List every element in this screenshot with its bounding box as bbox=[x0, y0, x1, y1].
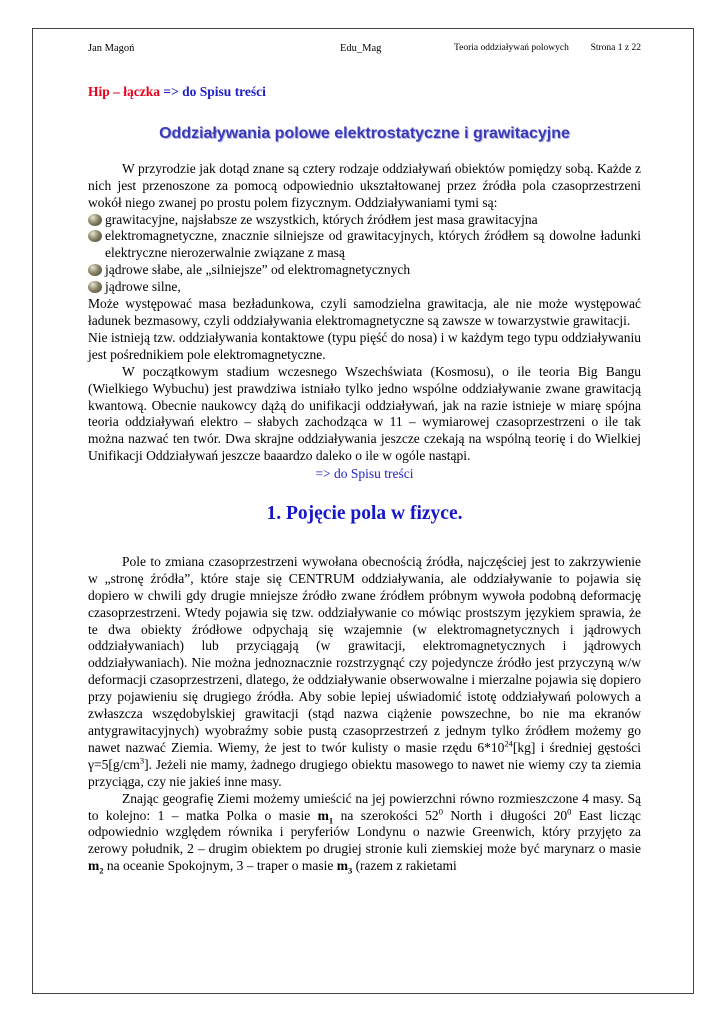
section-heading: 1. Pojęcie pola w fizyce. bbox=[266, 503, 463, 525]
header-author: Jan Magoń bbox=[88, 43, 135, 54]
text-run: ]. Jeżeli nie mamy, żadnego drugiego obiektu masowego to nawet nie wiemy czy ta ziemia przyciąga, czy nie jakieś inne masy. bbox=[88, 756, 641, 789]
mass-letter: m bbox=[88, 858, 100, 874]
header-topic: Teoria oddziaływań polowych bbox=[454, 43, 569, 53]
sphere-bullet-icon bbox=[88, 230, 102, 242]
text-run: East licząc odpowiednio względem równika i peryferiów Londynu o nazwie Greenwich, który przyjęto za zerowy południk, 2 – drugim obiektem po drugiej stronie kuli ziemskiej może być marynarz o masie bbox=[88, 807, 641, 857]
mass-index: 3 bbox=[347, 865, 353, 876]
exponent: 3 bbox=[139, 755, 145, 766]
hip-label: Hip – łączka bbox=[88, 84, 161, 99]
page-title: Oddziaływania polowe elektrostatyczne i grawitacyjne bbox=[159, 124, 570, 142]
bullet-text: grawitacyjne, najsłabsze ze wszystkich, których źródłem jest masa grawitacyjna bbox=[105, 211, 538, 227]
bullet-item bbox=[88, 228, 641, 262]
sphere-bullet-icon bbox=[88, 281, 102, 293]
text-run: na szerokości 52 bbox=[333, 807, 439, 823]
bullet-item bbox=[88, 262, 641, 279]
degree: 0 bbox=[567, 806, 572, 817]
document-body bbox=[88, 84, 641, 875]
section1-paragraph-2 bbox=[88, 791, 641, 876]
mass-symbol bbox=[336, 858, 353, 876]
toc-link-top[interactable]: => do Spisu treści bbox=[160, 84, 266, 99]
text-run: Pole to zmiana czasoprzestrzeni wywołana obecnością źródła, najczęściej jest to zakrzywienie w „stronę źródła”, które staje się CENTRUM oddziaływania, ale oddziaływanie to pojawia się dopiero w chwili gdy drugie mniejsze źródło zwane źródłem próbnym wywoła podobną deformację czasoprzestrzeni. Wtedy pojawia się tzw. oddziaływanie co mówiąc prostszym językiem sprawia, że te dwa obiekty źródłowe odpychają się wzajemnie (w elektromagnetycznych i jądrowych oddziaływaniach) lub przyciągają (w grawitacji, elektromagnetycznych i jądrowych oddziaływaniach). Nie można jednoznacznie rozstrzygnąć czy pojedyncze źródło jest przyczyną w/w deformacji czasoprzestrzeni, dlatego, że oddziaływanie obserwowalne i mierzalne pojawia się dopiero przy pojawieniu się drugiego źródła. Aby sobie lepiej uświadomić istotę oddziaływań polowych a zwłaszcza wszędobylskiej grawitacji (stąd nazwa ciążenie powszechne, bo nie ma ekranów antygrawitacyjnych) wyobraźmy sobie pustą czasoprzestrzeń z jednym tylko źródłem możemy go nawet nazwać Ziemia. Wiemy, że jest to twór kulisty o masie rzędu 6*10 bbox=[88, 553, 641, 755]
mass-paragraph: Może występować masa bezładunkowa, czyli samodzielna grawitacja, ale nie może występować ładunek bezmasowy, czyli oddziaływania elektromagnetyczne są zawsze w towarzystwie grawitacji. bbox=[88, 296, 641, 328]
bigbang-paragraph: W początkowym stadium wczesnego Wszechświata (Kosmosu), o ile teoria Big Bangu (Wielkiego Wybuchu) jest prawdziwa istniało tylko jedno wspólne oddziaływanie zwane grawitacją kwantową. Obecnie naukowcy dążą do unifikacji oddziaływań, jak na razie istnieje w miarę spójna teoria oddziaływań elektro – słabych zachodząca w 11 – wymiarowej czasoprzestrzeni o ile tak można nazwać ten twór. Dwa skrajne oddziaływania jeszcze czekają na wspólną teorię i do Wielkiej Unifikacji Oddziaływań jeszcze baaardzo daleko o ile w ogóle nastąpi. bbox=[88, 363, 641, 464]
sphere-bullet-icon bbox=[88, 214, 102, 226]
bullet-item bbox=[88, 279, 641, 296]
intro-paragraph: W przyrodzie jak dotąd znane są cztery rodzaje oddziaływań obiektów pomiędzy sobą. Każde z nich jest przenoszone za pomocą odpowiednio ukształtowanej przez źródła pola czasoprzestrzeni wokół niego zwanej po prostu polem fizycznym. Oddziaływaniami tymi są: bbox=[88, 160, 641, 210]
mass-index: 1 bbox=[328, 815, 334, 826]
bullet-text: jądrowe słabe, ale „silniejsze” od elektromagnetycznych bbox=[105, 262, 411, 278]
bullet-text: elektromagnetyczne, znacznie silniejsze od grawitacyjnych, których źródłem są dowolne ładunki elektryczne nierozerwalnie związane z masą bbox=[105, 228, 641, 261]
contact-paragraph: Nie istnieją tzw. oddziaływania kontaktowe (typu pięść do nosa) i w każdym tego typu oddziaływaniu jest pośrednikiem pole elektromagnetyczne. bbox=[88, 329, 641, 362]
header-center: Edu_Mag bbox=[340, 43, 382, 54]
mass-letter: m bbox=[336, 858, 348, 874]
degree: 0 bbox=[438, 806, 443, 817]
section1-paragraph-1 bbox=[88, 554, 641, 791]
text-run: Znając geografię Ziemi możemy umieścić na jej powierzchni równo rozmieszczone 4 masy. Są to kolejno: 1 – matka Polka o masie bbox=[88, 790, 641, 823]
toc-link[interactable]: => do Spisu treści bbox=[315, 466, 414, 482]
mass-symbol bbox=[317, 807, 334, 826]
text-run: (razem z rakietami bbox=[352, 858, 457, 874]
text-run: na oceanie Spokojnym, 3 – traper o masie bbox=[103, 858, 337, 874]
mass-letter: m bbox=[317, 807, 329, 823]
bullet-text: jądrowe silne, bbox=[105, 279, 181, 295]
mass-index: 2 bbox=[99, 865, 104, 876]
hip-link-line bbox=[88, 84, 641, 101]
text-run: [kg] i średniej gęstości γ=5[g/cm bbox=[88, 739, 641, 772]
page-header bbox=[88, 43, 641, 59]
header-page-number: Strona 1 z 22 bbox=[590, 43, 641, 53]
text-run: North i długości 20 bbox=[442, 807, 568, 823]
exponent: 24 bbox=[504, 738, 513, 749]
mass-symbol bbox=[88, 858, 104, 876]
sphere-bullet-icon bbox=[88, 264, 102, 276]
bullet-item bbox=[88, 212, 641, 229]
